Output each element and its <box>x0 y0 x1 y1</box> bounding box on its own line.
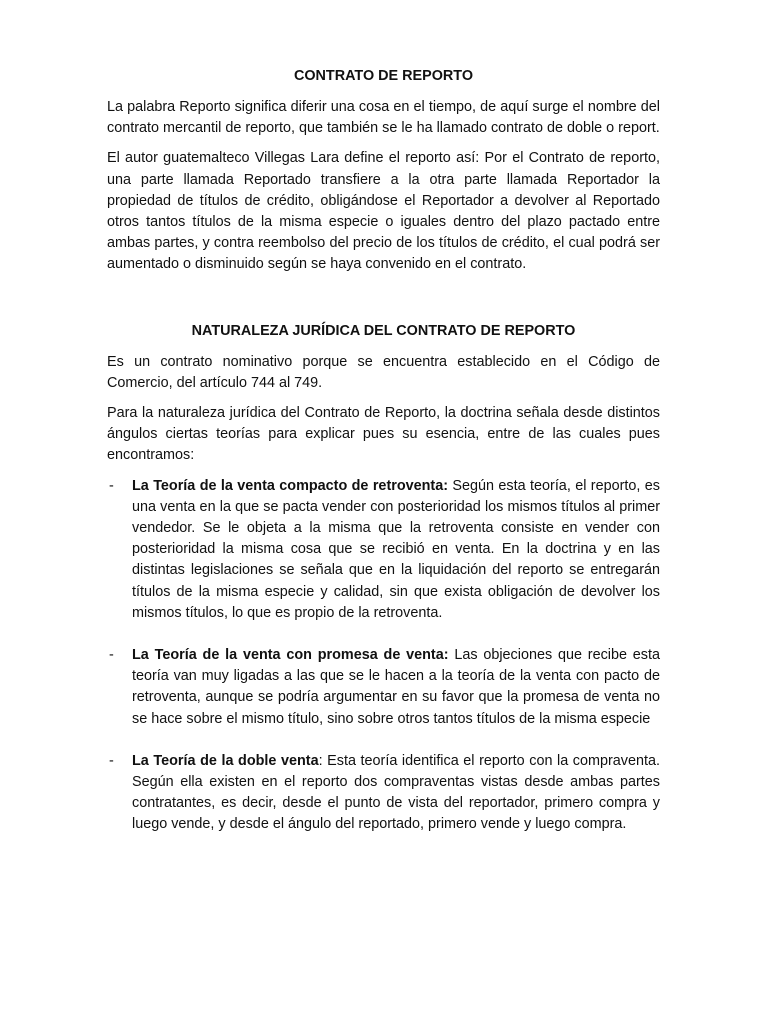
paragraph-villegas-lara: El autor guatemalteco Villegas Lara define el reporto así: Por el Contrato de reporto, una parte llamada Reportado transfiere a la otra parte llamada Reportador la propiedad de títulos de crédito, obligándose el Reportador a devolver al Reportado otros tantos títulos de la misma especie o iguales dentro del plazo pactado entre ambas partes, y contra reembolso del precio de los títulos de crédito, el cual podrá ser aumentado o disminuido según se haya convenido en el contrato. <box>107 150 660 273</box>
document-title: CONTRATO DE REPORTO <box>293 68 474 84</box>
list-spacer <box>107 633 660 645</box>
document-page <box>107 64 660 845</box>
theory-name: La Teoría de la venta compacto de retroventa: <box>132 477 449 494</box>
theory-text: : Esta teoría identifica el reporto con la compraventa. Según ella existen en el reporto dos compraventas vistas desde ambas partes contratantes, es decir, desde el punto de vista del reportador, primero compra y luego vende, y desde el ángulo del reportado, primero vende y luego compra. <box>132 752 660 833</box>
paragraph-definition: La palabra Reporto significa diferir una cosa en el tiempo, de aquí surge el nombre del contrato mercantil de reporto, que también se le ha llamado contrato de doble o report. <box>107 99 660 137</box>
theory-text: Las objeciones que recibe esta teoría van muy ligadas a las que se le hacen a la teoría de la venta con pacto de retroventa, aunque se podría argumentar en su favor que la promesa de venta no se hace sobre el mismo título, sino sobre otros tantos títulos de la misma especie <box>132 647 660 727</box>
section-title: NATURALEZA JURÍDICA DEL CONTRATO DE REPORTO <box>191 322 576 339</box>
list-item <box>107 751 660 836</box>
theory-name: La Teoría de la venta con promesa de venta: <box>132 647 449 664</box>
theory-text: Según esta teoría, el reporto, es una venta en la que se pacta vender con posterioridad los mismos títulos al primer vendedor. Se le objeta a la misma que la retroventa consiste en vender con posterioridad la misma cosa que se recibió en venta. En la doctrina y en las distintas legislaciones se señala que en la liquidación del reporto se entregarán títulos de la misma especie y calidad, sin que exista obligación de devolver los mismos títulos, lo que es propio de la retroventa. <box>132 477 660 621</box>
section-spacer <box>107 285 660 319</box>
theory-name: La Teoría de la doble venta <box>132 752 319 769</box>
theories-list <box>107 476 660 836</box>
bullet-dash: - <box>109 647 114 664</box>
list-item <box>107 645 660 730</box>
list-spacer <box>107 739 660 751</box>
list-item <box>107 476 660 624</box>
paragraph-naturaleza: Para la naturaleza jurídica del Contrato de Reporto, la doctrina señala desde distintos ángulos ciertas teorías para explicar pues su esencia, entre de las cuales pues encontramos: <box>107 405 660 464</box>
paragraph-nominativo: Es un contrato nominativo porque se encuentra establecido en el Código de Comercio, del artículo 744 al 749. <box>107 353 660 391</box>
bullet-dash: - <box>109 477 114 494</box>
bullet-dash: - <box>109 752 114 769</box>
